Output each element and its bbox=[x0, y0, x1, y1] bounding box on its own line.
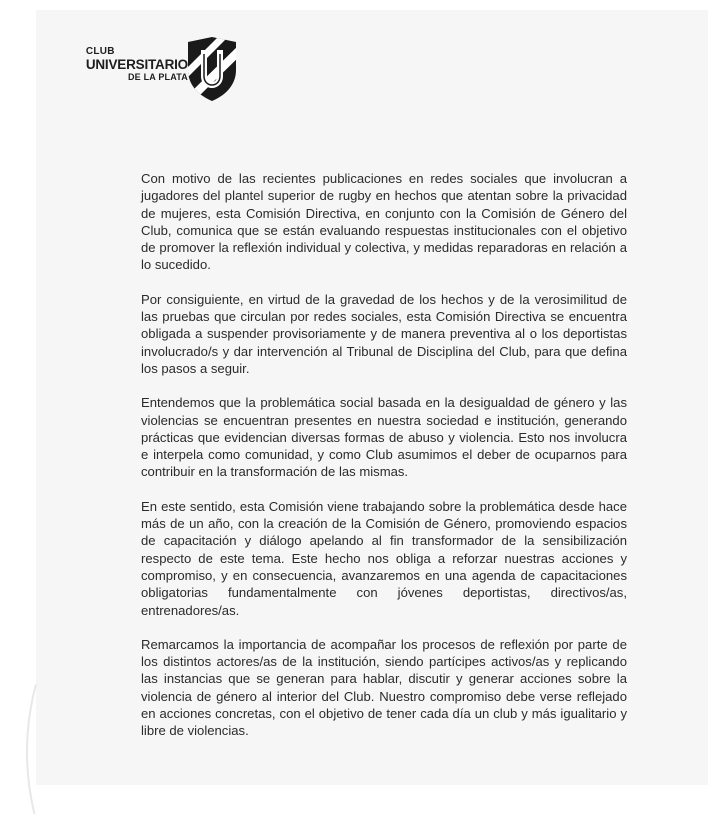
paragraph-1: Con motivo de las recientes publicaciones en redes sociales que involucran a jugadores del plantel superior de rugby en hechos que atentan sobre la privacidad de mujeres, esta Comisión Directiva, en conjunto con la Comisión de Género del Club, comunica que se están evaluando respuestas institucionales con el objetivo de promover la reflexión individual y colectiva, y medidas reparadoras en relación a lo sucedido. bbox=[141, 171, 627, 273]
logo-line-club: CLUB bbox=[85, 46, 115, 57]
paragraph-5: Remarcamos la importancia de acompañar los procesos de reflexión por parte de los distintos actores/as de la institución, siendo partícipes activos/as y replicando las instancias que se generan para hablar, discutir y generar acciones sobre la violencia de género al interior del Club. Nuestro compromiso debe verse reflejado en acciones concretas, con el objetivo de tener cada día un club y más igualitario y libre de violencias. bbox=[141, 636, 627, 739]
logo-wordmark bbox=[86, 47, 188, 82]
logo-line-de-la-plata: DE LA PLATA bbox=[127, 71, 188, 82]
paragraph-4: En este sentido, esta Comisión viene trabajando sobre la problemática desde hace más de un año, con la creación de la Comisión de Género, promoviendo espacios de capacitación y diálogo apelando al fin transformador de la sensibilización respecto de este tema. Este hecho nos obliga a reforzar nuestras acciones y compromiso, y en consecuencia, avanzaremos en una agenda de capacitaciones obligatorias fundamentalmente con jóvenes deportistas, directivos/as, entrenadores/as. bbox=[141, 498, 627, 618]
statement-body bbox=[141, 170, 627, 757]
paragraph-2: Por consiguiente, en virtud de la gravedad de los hechos y de la verosimilitud de las pruebas que circulan por redes sociales, esta Comisión Directiva se encuentra obligada a suspender provisoriamente y de manera preventiva al o los deportistas involucrado/s y dar intervención al Tribunal de Disciplina del Club, para que defina los pasos a seguir. bbox=[141, 291, 627, 376]
paragraph-3: Entendemos que la problemática social basada en la desigualdad de género y las violencias se encuentran presentes en nuestra sociedad e institución, generando prácticas que evidencian diversas formas de abuso y violencia. Esto nos involucra e interpela como comunidad, y como Club asumimos el deber de ocuparnos para contribuir en la transformación de las mismas. bbox=[141, 395, 627, 480]
club-logo bbox=[70, 36, 240, 102]
club-shield-icon bbox=[184, 36, 240, 102]
logo-line-universitario: UNIVERSITARIO bbox=[85, 57, 188, 72]
